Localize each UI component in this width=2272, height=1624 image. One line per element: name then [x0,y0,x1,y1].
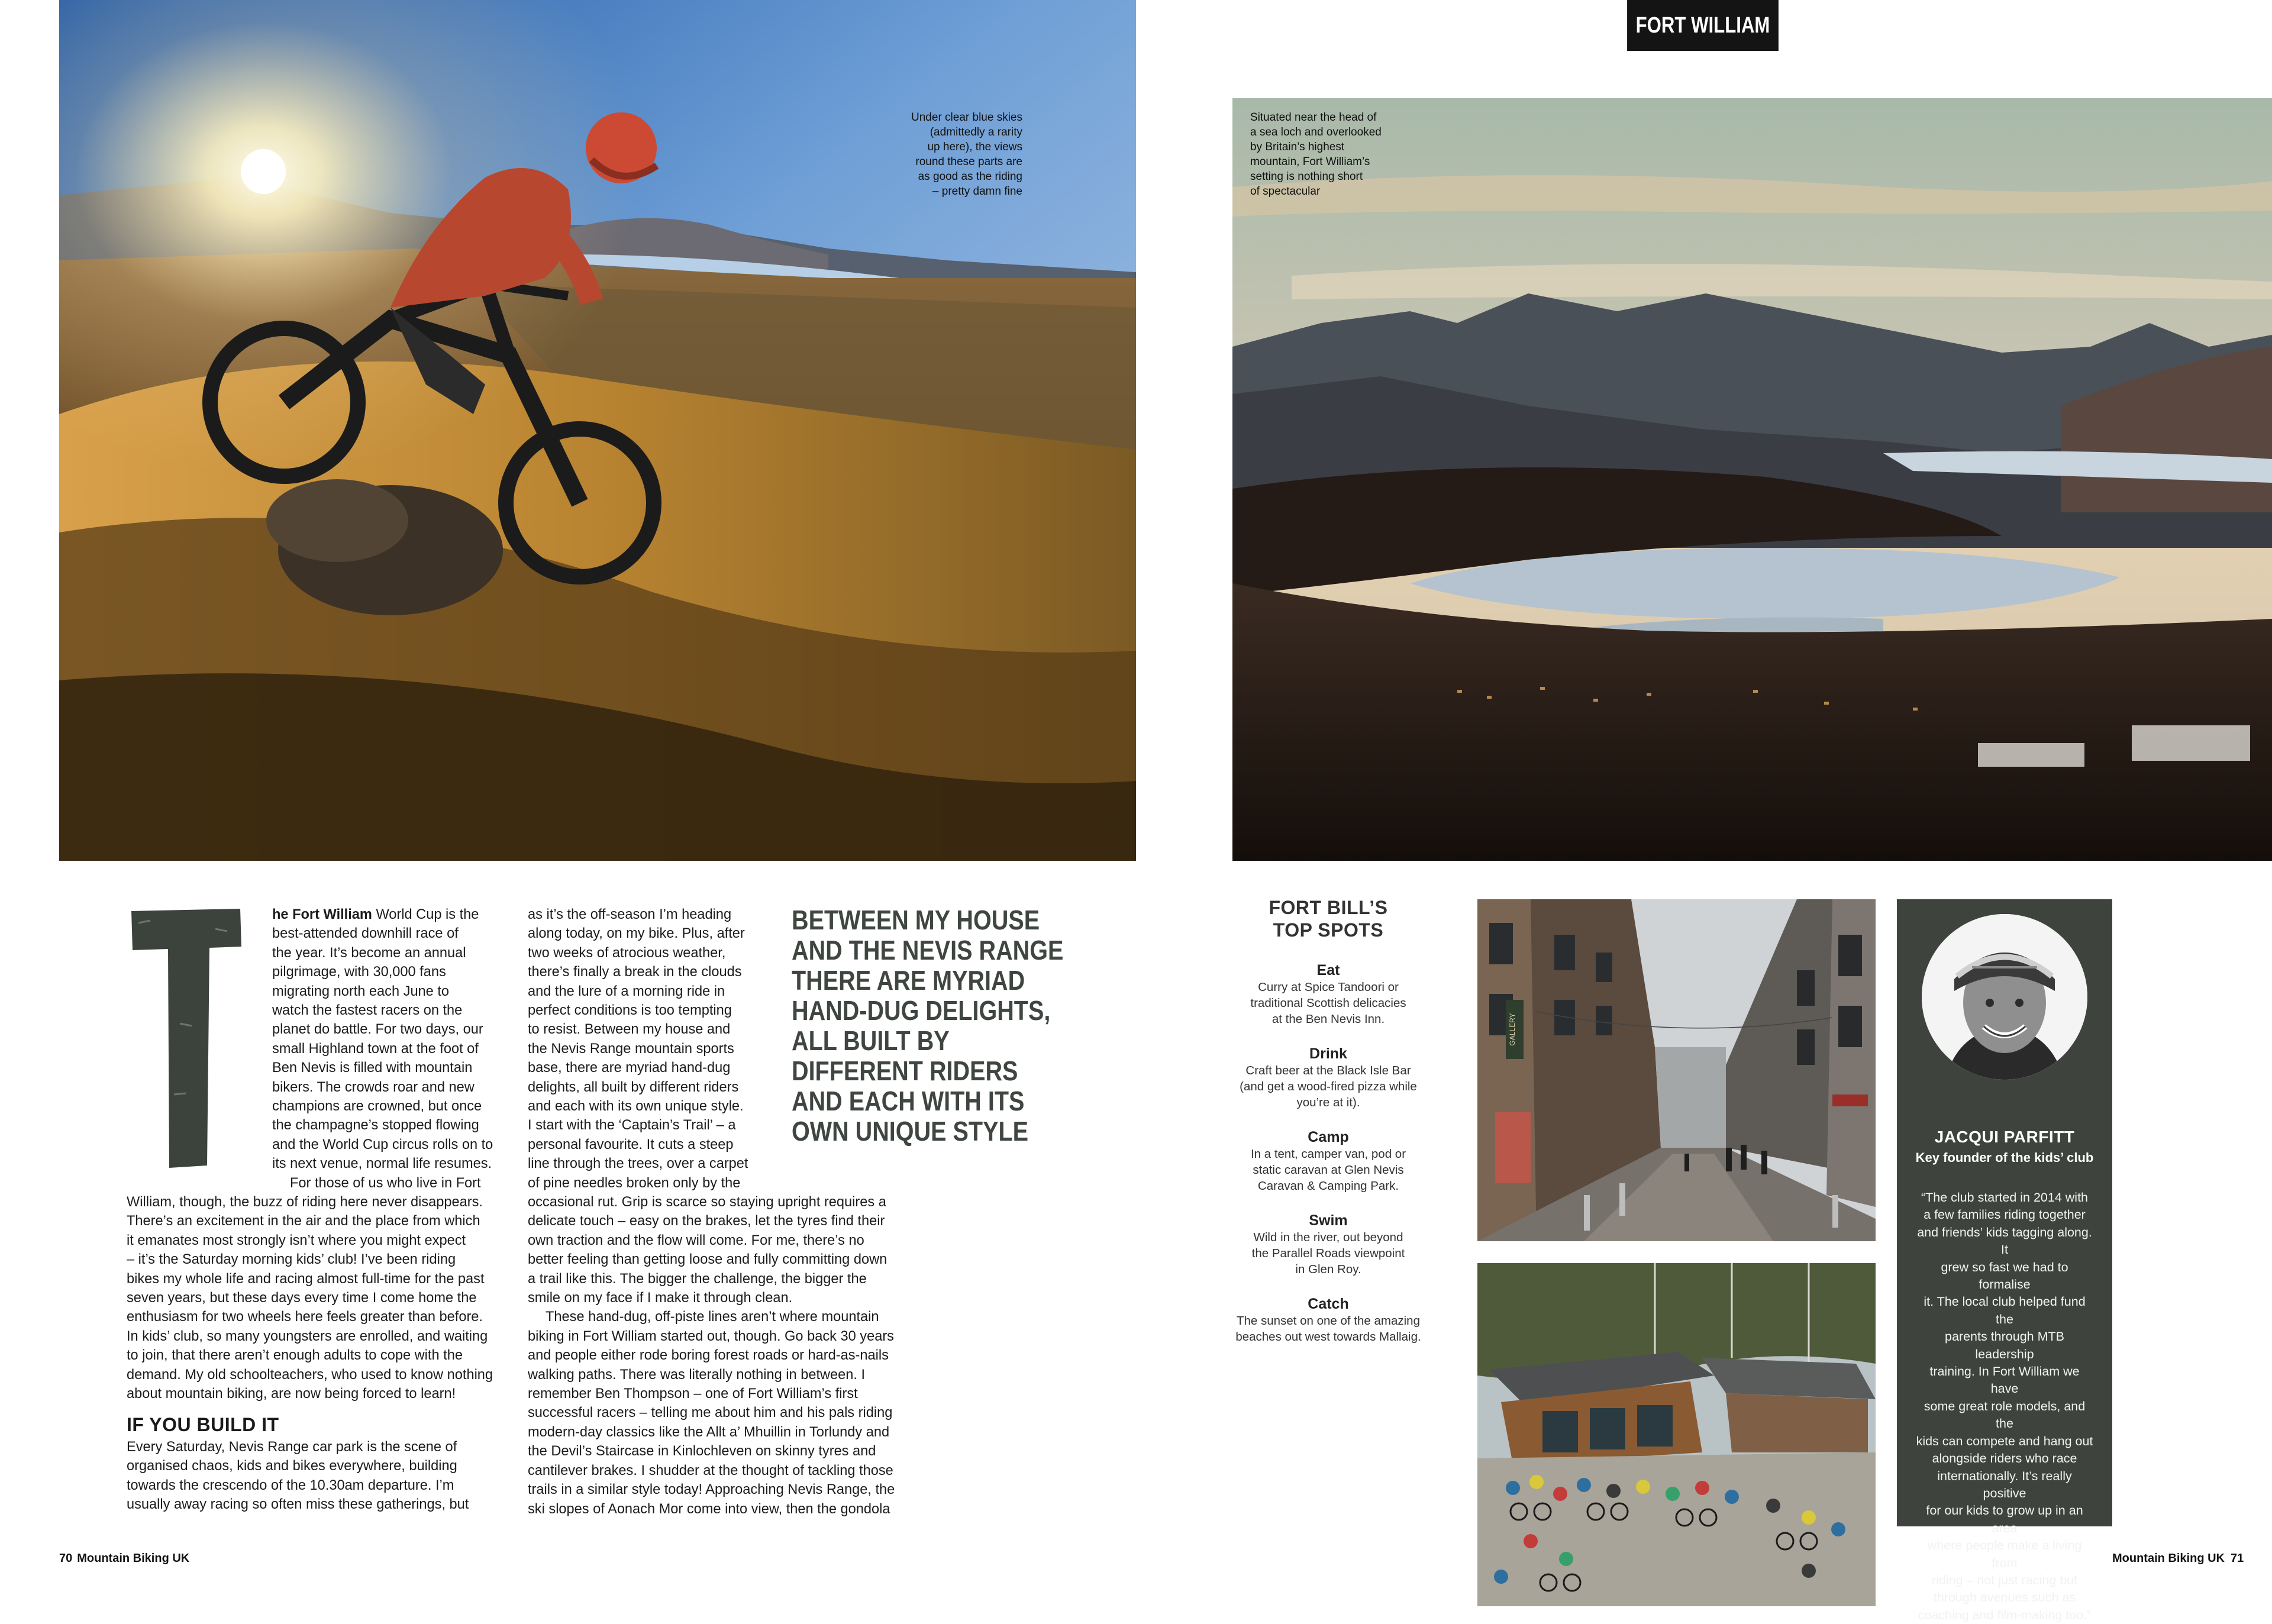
article-subhead: IF YOU BUILD IT [127,1414,279,1435]
street-photo [1477,899,1876,1241]
article-line: bikers. The crowds roar and new [272,1079,475,1095]
article-line: as it’s the off-season I’m heading [528,907,732,922]
profile-quote-line: and friends’ kids tagging along. It [1917,1225,2092,1257]
top-spots-title-line: FORT BILL’S [1269,897,1388,918]
article-line: the Nevis Range mountain sports [528,1041,734,1057]
profile-quote-line: parents through MTB leadership [1945,1329,2064,1361]
article-line: demand. My old schoolteachers, who used to know nothing [127,1367,493,1383]
top-spot-line: at the Ben Nevis Inn. [1271,1012,1385,1026]
bike-club-photo [1477,1263,1876,1606]
top-spot-line: The sunset on one of the amazing [1237,1314,1420,1328]
article-line: better feeling than getting loose and fully committing down [528,1252,888,1268]
article-line: modern-day classics like the Allt a’ Mhuillin in Torlundy and [528,1424,890,1440]
profile-quote-line: grew so fast we had to formalise [1941,1260,2068,1292]
article-line: delicate touch – easy on the brakes, let the tyres find their [528,1213,885,1229]
article-line: cantilever brakes. I shudder at the thought of tackling those [528,1462,893,1478]
article-line: to resist. Between my house and [528,1022,731,1038]
profile-quote-line: for our kids to grow up in an area [1926,1503,2083,1535]
profile-quote [1915,1189,2094,1624]
page-number-left: 70 [59,1552,73,1565]
profile-quote-line: training. In Fort William we have [1929,1364,2080,1396]
profile-name: JACQUI PARFITT [1934,1128,2075,1146]
rider-photo-caption [816,110,1022,199]
article-line: I start with the ‘Captain’s Trail’ – a [528,1118,736,1134]
article-column-1-narrow [272,905,509,1193]
article-line: – it’s the Saturday morning kids’ club! I’ve been riding [127,1252,456,1268]
caption-line: (admittedly a rarity [930,126,1022,138]
magazine-title-left: Mountain Biking UK [77,1552,190,1565]
article-line: to join, that there aren’t enough adults to cope with the [127,1348,463,1364]
profile-quote-line: where people make a living from [1927,1538,2082,1570]
article-line: seven years, but these days every time I come home the [127,1290,477,1306]
article-column-2-wide [528,1193,918,1519]
top-spot-line: beaches out west towards Mallaig. [1235,1330,1421,1344]
profile-quote-line: “The club started in 2014 with [1921,1190,2089,1205]
pull-quote-line: ALL BUILT BY [792,1025,950,1056]
top-spot-line: Craft beer at the Black Isle Bar [1245,1064,1411,1077]
article-line: pilgrimage, with 30,000 fans [272,964,446,980]
pull-quote-line: HAND-DUG DELIGHTS, [792,995,1051,1026]
profile-quote-line: through avenues such as [1933,1590,2076,1605]
loch-photo-art [1232,98,2272,861]
caption-line: mountain, Fort William’s [1250,156,1370,168]
pull-quote-line: AND EACH WITH ITS [792,1086,1025,1116]
top-spots-title-line: TOP SPOTS [1273,919,1384,941]
magazine-title-right: Mountain Biking UK [2112,1552,2225,1565]
article-line: In kids’ club, so many youngsters are enrolled, and waiting [127,1328,488,1344]
loch-photo-caption [1250,110,1445,199]
profile-quote-line: internationally. It’s really positive [1937,1468,2072,1500]
pull-quote-line: OWN UNIQUE STYLE [792,1116,1029,1147]
article-line: the year. It’s become an annual [272,945,466,961]
page-number-right: 71 [2230,1552,2244,1565]
article-line: trails in a similar style today! Approaching Nevis Range, the [528,1482,895,1498]
article-line: and the World Cup circus rolls on to [272,1137,493,1152]
top-spot-line: Caravan & Camping Park. [1257,1179,1399,1193]
article-line: and each with its own unique style. [528,1099,744,1115]
caption-line: of spectacular [1250,185,1321,198]
article-line: delights, all built by different riders [528,1079,739,1095]
article-line: line through the trees, over a carpet [528,1156,748,1172]
caption-line: Under clear blue skies [911,111,1022,124]
street-photo-art [1477,899,1876,1241]
article-line: it emanates most strongly isn’t where you might expect [127,1232,466,1248]
article-line: best-attended downhill race of [272,926,459,942]
folio-right [2112,1551,2244,1565]
caption-line: round these parts are [915,156,1022,168]
article-line: champions are crowned, but once [272,1099,482,1115]
article-line: These hand-dug, off-piste lines aren’t where mountain [546,1309,879,1325]
article-line: For those of us who live in Fort [290,1175,481,1191]
top-spot-line: you’re at it). [1296,1096,1360,1109]
article-line: of pine needles broken only by the [528,1175,741,1191]
top-spot-line: traditional Scottish delicacies [1250,996,1406,1010]
top-spot-line: (and get a wood-fired pizza while [1240,1080,1417,1093]
article-line: biking in Fort William started out, though. Go back 30 years [528,1328,894,1344]
caption-line: as good as the riding [918,170,1022,183]
caption-line: Situated near the head of [1250,111,1377,124]
caption-line: up here), the views [927,141,1022,153]
article-line: and the lure of a morning ride in [528,983,725,999]
pull-quote-line: BETWEEN MY HOUSE [792,905,1040,935]
bike-club-photo-art [1477,1263,1876,1606]
article-line: migrating north each June to [272,983,450,999]
profile-quote-line: some great role models, and the [1924,1399,2086,1431]
caption-line: – pretty damn fine [932,185,1022,198]
article-line: own traction and the flow will come. For me, there’s no [528,1232,864,1248]
article-line: William, though, the buzz of riding here never disappears. [127,1194,483,1210]
article-lead-bold: he Fort William [272,907,372,922]
top-spots-title [1225,896,1432,941]
article-line: Every Saturday, Nevis Range car park is the scene of [127,1439,457,1455]
profile-quote-line: alongside riders who race [1932,1451,2077,1466]
top-spot-heading: Swim [1309,1212,1348,1229]
top-spot-line: static caravan at Glen Nevis [1253,1163,1404,1177]
top-spots-box [1225,896,1432,1345]
pull-quote-line: THERE ARE MYRIAD [792,965,1025,996]
profile-quote-line: a few families riding together [1924,1207,2086,1222]
caption-line: setting is nothing short [1250,170,1363,183]
article-line: successful racers – telling me about him and his pals riding [528,1405,893,1421]
article-line: walking paths. There was literally nothing in between. I [528,1367,866,1383]
top-spot-camp [1225,1128,1432,1194]
top-spot-heading: Catch [1308,1296,1349,1312]
article-line: base, there are myriad hand-dug [528,1060,731,1076]
profile-quote-line: kids can compete and hang out [1916,1433,2093,1448]
top-spot-line: Wild in the river, out beyond [1253,1231,1403,1244]
profile-avatar-art [1922,914,2087,1080]
top-spot-line: in Glen Roy. [1295,1263,1361,1276]
top-spot-line: Curry at Spice Tandoori or [1258,980,1399,994]
article-column-2-narrow [528,905,776,1193]
article-line: bikes my whole life and racing almost full-time for the past [127,1271,485,1287]
profile-avatar [1922,914,2087,1080]
profile-quote-line: coaching and film-making too.” [1918,1607,2092,1622]
article-column-1-after [127,1438,517,1515]
top-spot-line: the Parallel Roads viewpoint [1251,1247,1405,1260]
article-line: Ben Nevis is filled with mountain [272,1060,473,1076]
article-line: two weeks of atrocious weather, [528,945,726,961]
folio-left [59,1551,189,1565]
article-line: and people either rode boring forest roads or hard-as-nails [528,1348,889,1364]
article-line: there’s finally a break in the clouds [528,964,742,980]
top-spot-heading: Eat [1316,962,1340,979]
article-line: World Cup is the [372,907,479,922]
profile-role: Key founder of the kids’ club [1915,1150,2094,1165]
top-spot-heading: Camp [1308,1129,1349,1145]
top-spot-heading: Drink [1309,1045,1347,1062]
pull-quote-line: AND THE NEVIS RANGE [792,935,1064,966]
article-line: along today, on my bike. Plus, after [528,926,745,942]
article-line: the champagne’s stopped flowing [272,1118,479,1134]
article-line: usually away racing so often miss these gatherings, but [127,1497,469,1513]
article-line: occasional rut. Grip is scarce so staying upright requires a [528,1194,886,1210]
top-spot-swim [1225,1212,1432,1277]
top-spot-line: In a tent, camper van, pod or [1250,1147,1406,1161]
article-line: planet do battle. For two days, our [272,1022,483,1038]
top-spot-catch [1225,1295,1432,1345]
article-line: about mountain biking, are now being forced to learn! [127,1386,456,1402]
street-sign-text: GALLERY [1508,1013,1516,1046]
article-line: perfect conditions is too tempting [528,1003,732,1019]
dropcap-letter [127,905,245,1171]
profile-quote-line: riding – not just racing but [1931,1573,2078,1587]
article-line: a trail like this. The bigger the challenge, the bigger the [528,1271,867,1287]
pull-quote-line: DIFFERENT RIDERS [792,1055,1018,1086]
article-line: towards the crescendo of the 10.30am departure. I’m [127,1477,454,1493]
section-tab: FORT WILLIAM [1627,0,1779,51]
caption-line: a sea loch and overlooked [1250,126,1382,138]
article-line: There’s an excitement in the air and the place from which [127,1213,480,1229]
article-line: smile on my face if I make it through clean. [528,1290,793,1306]
article-line: personal favourite. It cuts a steep [528,1137,734,1152]
article-line: ski slopes of Aonach Mor come into view, then the gondola [528,1501,890,1517]
article-line: organised chaos, kids and bikes everywhere, building [127,1458,457,1474]
article-line: remember Ben Thompson – one of Fort William’s first [528,1386,858,1402]
top-spot-eat [1225,961,1432,1027]
article-line: its next venue, normal life resumes. [272,1156,492,1172]
article-column-1-wide [127,1193,517,1403]
profile-quote-line: it. The local club helped fund the [1924,1294,2086,1326]
loch-photo [1232,98,2272,861]
article-line: small Highland town at the foot of [272,1041,479,1057]
caption-line: by Britain’s highest [1250,141,1345,153]
article-line: enthusiasm for two wheels here feels greater than before. [127,1309,483,1325]
top-spot-drink [1225,1045,1432,1110]
pull-quote [792,905,1064,1147]
article-line: the Devil’s Staircase in Kinlochleven on skinny tyres and [528,1444,876,1460]
article-line: watch the fastest racers on the [272,1003,463,1019]
